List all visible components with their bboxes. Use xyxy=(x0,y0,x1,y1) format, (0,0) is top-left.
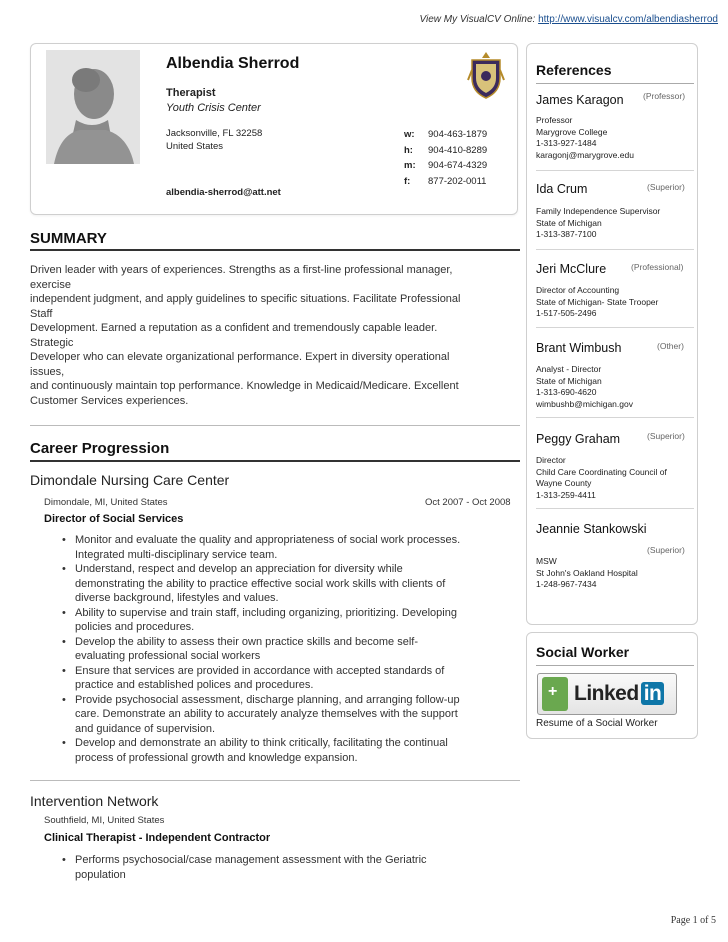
reference-type: (Superior) xyxy=(647,182,685,192)
summary-line: Developer who can elevate organizational performance. Expert in diversity operational xyxy=(30,351,450,363)
reference-name: Peggy Graham xyxy=(536,432,621,446)
summary-line: exercise xyxy=(30,278,71,291)
employer-name: Dimondale Nursing Care Center xyxy=(30,472,230,488)
employer-name: Intervention Network xyxy=(30,793,159,809)
reference-type: (Superior) xyxy=(647,545,685,555)
reference-name: Jeannie Stankowski xyxy=(536,522,647,536)
reference-type: (Other) xyxy=(657,341,684,351)
employment-dates: Oct 2007 - Oct 2008 xyxy=(425,497,511,508)
crest-logo xyxy=(466,50,506,100)
summary-heading: SUMMARY xyxy=(30,230,107,247)
references-heading: References xyxy=(536,62,612,78)
summary-line: Customer Services experiences. xyxy=(30,394,189,407)
reference-divider xyxy=(536,249,694,250)
reference-divider xyxy=(536,327,694,328)
phone-number: 904-410-8289 xyxy=(428,144,488,156)
phone-label: w: xyxy=(404,129,415,140)
phone-number: 877-202-0011 xyxy=(428,175,487,187)
section-divider xyxy=(30,780,520,781)
reference-name: James Karagon xyxy=(536,93,624,107)
phone-row xyxy=(404,143,487,159)
summary-line: Staff xyxy=(30,307,53,320)
phone-number: 904-674-4329 xyxy=(428,160,488,171)
references-divider xyxy=(536,83,694,84)
reference-name: Ida Crum xyxy=(536,182,588,196)
employer-location: Southfield, MI, United States xyxy=(44,815,165,826)
profile-address xyxy=(166,127,262,153)
position-title: Clinical Therapist - Independent Contractor xyxy=(44,832,271,844)
profile-org: Youth Crisis Center xyxy=(166,102,261,114)
summary-text xyxy=(30,263,520,408)
visualcv-prefix: View My VisualCV Online: xyxy=(419,14,536,25)
linkedin-logo: Linked in xyxy=(574,682,664,706)
summary-line: Development. Earned a reputation as a confident and tremendously capable leader. xyxy=(30,322,438,334)
duties-list xyxy=(60,853,520,882)
visualcv-link-line xyxy=(420,14,718,25)
summary-line: independent judgment, and apply guidelines to specific situations. Facilitate Professional xyxy=(30,293,461,305)
reference-name: Jeri McClure xyxy=(536,262,607,276)
career-heading: Career Progression xyxy=(30,440,170,457)
address-line-1: Jacksonville, FL 32258 xyxy=(166,128,263,139)
reference-divider xyxy=(536,417,694,418)
profile-photo xyxy=(46,50,140,164)
phone-row xyxy=(404,174,487,190)
phone-label: h: xyxy=(404,144,413,156)
duty-item: • Develop and demonstrate an ability to think critically, facilitating the continual process of professional growth and knowledge expansion. xyxy=(60,736,520,765)
phone-label: f: xyxy=(404,175,411,187)
employer-location: Dimondale, MI, United States xyxy=(44,497,168,508)
add-arrow-icon: + xyxy=(542,677,568,711)
profile-name: Albendia Sherrod xyxy=(166,55,300,72)
reference-details: Analyst - Director State of Michigan 1-313-690-4620 wimbushb@michigan.gov xyxy=(536,364,633,409)
address-line-2: United States xyxy=(166,141,224,152)
reference-details: Director Child Care Coordinating Council of Wayne County 1-313-259-4411 xyxy=(536,455,667,500)
phone-row xyxy=(404,127,487,143)
summary-line: and continuously maintain top performance. Knowledge in Medicaid/Medicare. Excellent xyxy=(30,380,459,392)
summary-divider xyxy=(30,249,520,251)
career-divider xyxy=(30,460,520,462)
duties-list xyxy=(60,533,520,765)
duty-item: • Provide psychosocial assessment, discharge planning, and arranging follow-up care. Demonstrate an ability to accurately analyze themselves with the support and guidance of supervision. xyxy=(60,693,520,737)
linkedin-button[interactable] xyxy=(537,673,677,715)
social-divider xyxy=(536,665,694,666)
reference-divider xyxy=(536,170,694,171)
social-heading: Social Worker xyxy=(536,644,630,660)
reference-details: Family Independence Supervisor State of Michigan 1-313-387-7100 xyxy=(536,206,661,239)
reference-name: Brant Wimbush xyxy=(536,341,622,355)
social-caption: Resume of a Social Worker xyxy=(536,718,658,729)
phone-list xyxy=(404,127,487,189)
profile-email[interactable]: albendia-sherrod@att.net xyxy=(166,187,281,198)
summary-line: Driven leader with years of experiences. Strengths as a first-line professional manager, xyxy=(30,264,453,276)
duty-item: • Performs psychosocial/case management assessment with the Geriatric population xyxy=(60,853,520,882)
profile-title: Therapist xyxy=(166,87,216,99)
section-divider xyxy=(30,425,520,426)
visualcv-url-link[interactable]: http://www.visualcv.com/albendiasherrod xyxy=(538,14,718,25)
reference-divider xyxy=(536,508,694,509)
summary-line: issues, xyxy=(30,365,65,378)
reference-details: Professor Marygrove College 1-313-927-1484 karagonj@marygrove.edu xyxy=(536,115,634,160)
duty-item: • Understand, respect and develop an appreciation for diversity while demonstrating the ability to practice effective social work skills with clients of diverse background, lifestyles and values. xyxy=(60,562,520,606)
silhouette-icon xyxy=(46,50,140,164)
phone-row xyxy=(404,158,487,174)
duty-item: • Ability to supervise and train staff, including organizing, prioritizing. Developing policies and procedures. xyxy=(60,606,520,635)
summary-line: Strategic xyxy=(30,336,74,349)
reference-details: Director of Accounting State of Michigan- State Trooper 1-517-505-2496 xyxy=(536,285,659,318)
reference-type: (Superior) xyxy=(647,431,685,441)
page-number: Page 1 of 5 xyxy=(670,915,716,926)
phone-label: m: xyxy=(404,160,416,171)
position-title: Director of Social Services xyxy=(44,513,184,525)
reference-type: (Professor) xyxy=(643,91,686,101)
reference-details: MSW St John's Oakland Hospital 1-248-967-7434 xyxy=(536,556,638,589)
phone-number: 904-463-1879 xyxy=(428,129,488,140)
duty-item: • Develop the ability to assess their own practice skills and become self- evaluating professional social workers xyxy=(60,635,520,664)
reference-type: (Professional) xyxy=(631,262,684,272)
duty-item: • Monitor and evaluate the quality and appropriateness of social work processes. Integrated multi-disciplinary service team. xyxy=(60,533,520,562)
duty-item: • Ensure that services are provided in accordance with accepted standards of practice and established polices and procedures. xyxy=(60,664,520,693)
